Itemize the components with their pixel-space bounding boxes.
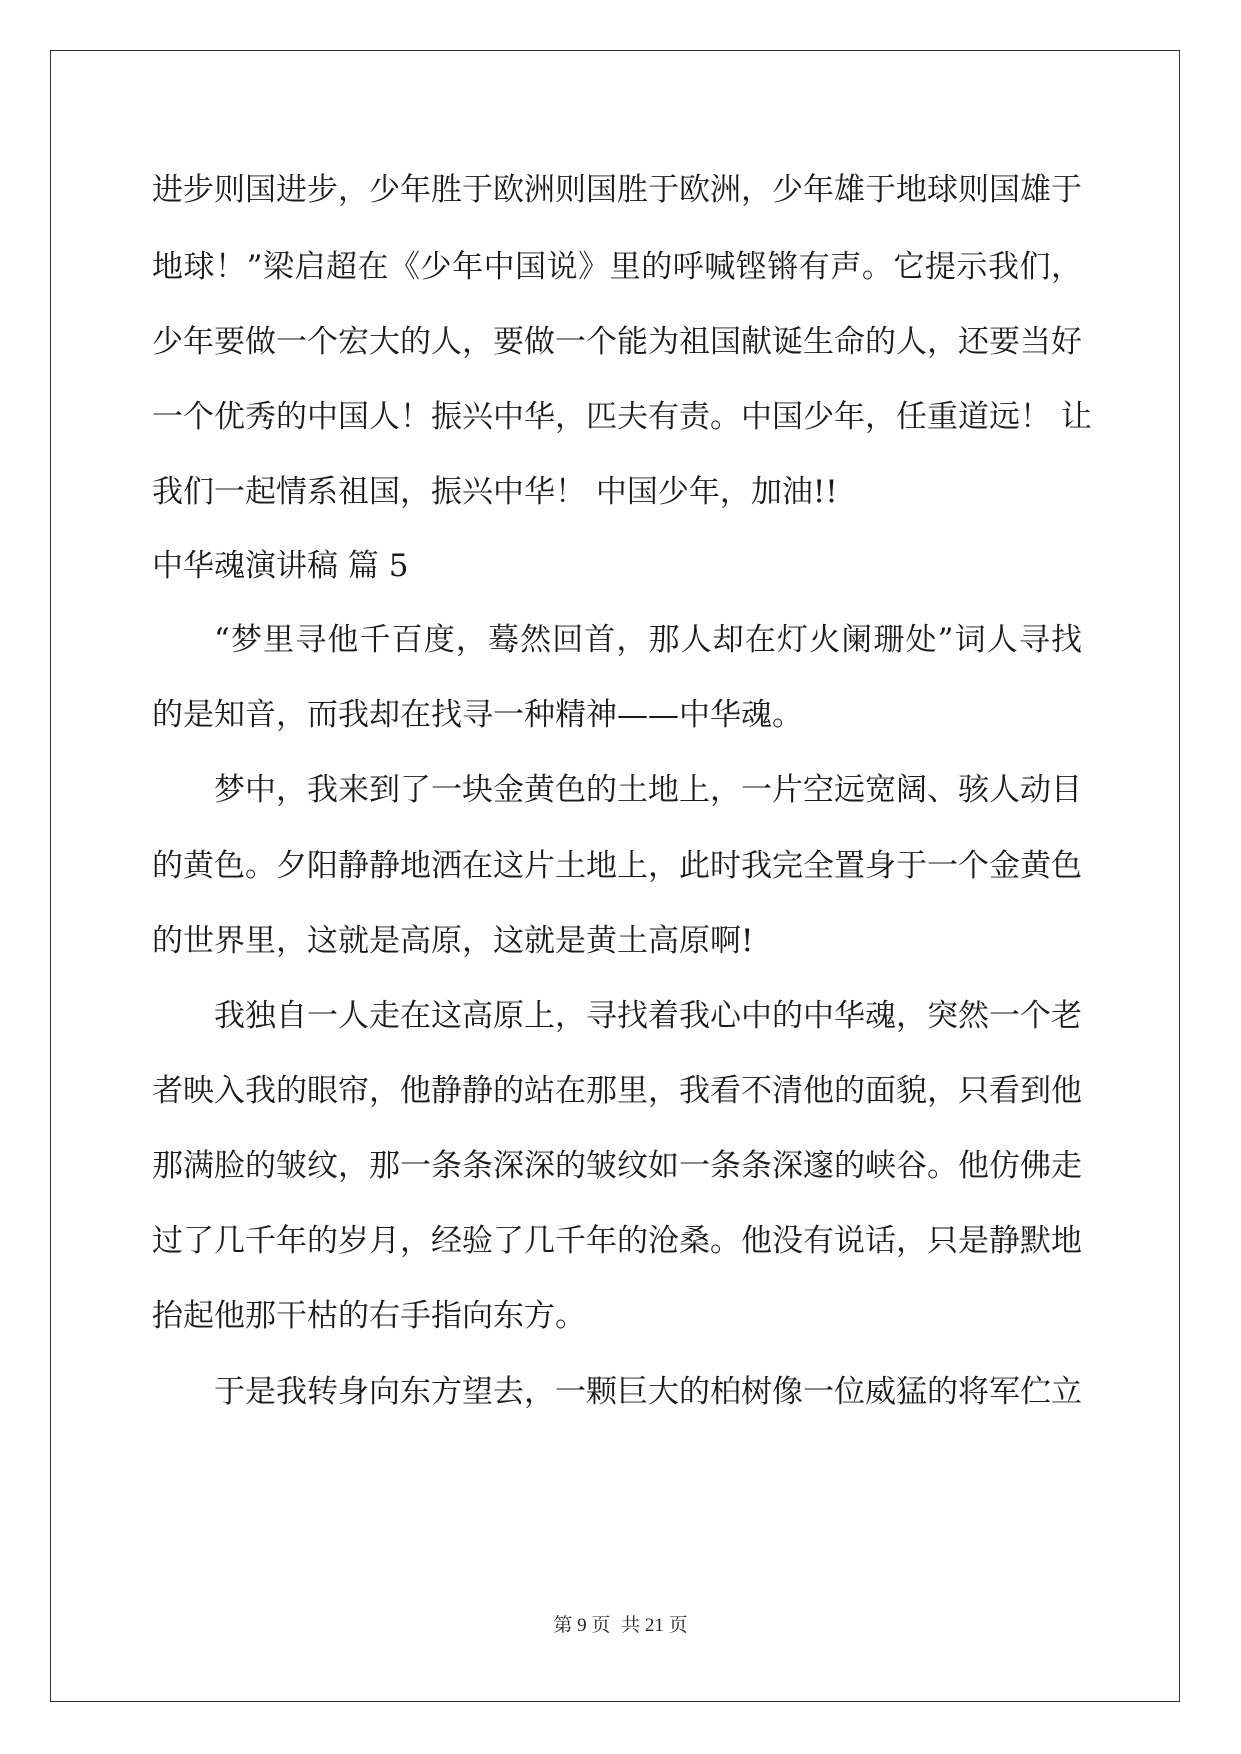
text-line: 者映入我的眼帘，他静静的站在那里，我看不清他的面貌，只看到他 bbox=[152, 1073, 1082, 1109]
text-line: 的是知音，而我却在找寻一种精神——中华魂。 bbox=[152, 697, 803, 733]
text-line: 少年要做一个宏大的人，要做一个能为祖国献诞生命的人，还要当好 bbox=[152, 324, 1082, 360]
page-number: 第 9 页 bbox=[553, 1615, 611, 1636]
text-line: 我独自一人走在这高原上，寻找着我心中的中华魂，突然一个老 bbox=[214, 998, 1082, 1034]
text-line: 的世界里，这就是高原，这就是黄土高原啊! bbox=[152, 923, 754, 959]
text-line: 进步则国进步，少年胜于欧洲则国胜于欧洲，少年雄于地球则国雄于 bbox=[152, 172, 1082, 208]
text-line: 于是我转身向东方望去，一颗巨大的柏树像一位威猛的将军伫立 bbox=[214, 1374, 1082, 1410]
text-line: 地球！”梁启超在《少年中国说》里的呼喊铿锵有声。它提示我们， bbox=[152, 249, 1082, 285]
text-line: 一个优秀的中国人！振兴中华，匹夫有责。中国少年，任重道远！ 让 bbox=[152, 399, 1092, 435]
page-total: 共 21 页 bbox=[621, 1615, 688, 1636]
text-line: 那满脸的皱纹，那一条条深深的皱纹如一条条深邃的峡谷。他仿佛走 bbox=[152, 1148, 1082, 1184]
text-line: 梦中，我来到了一块金黄色的土地上，一片空远宽阔、骇人动目 bbox=[214, 772, 1082, 808]
text-line: 抬起他那干枯的右手指向东方。 bbox=[152, 1298, 586, 1334]
page-footer bbox=[0, 1614, 1241, 1638]
section-heading: 中华魂演讲稿 篇 5 bbox=[152, 548, 409, 584]
text-line: 过了几千年的岁月，经验了几千年的沧桑。他没有说话，只是静默地 bbox=[152, 1223, 1082, 1259]
text-line: “梦里寻他千百度，蓦然回首，那人却在灯火阑珊处”词人寻找 bbox=[214, 622, 1082, 658]
text-line: 我们一起情系祖国，振兴中华！ 中国少年，加油!! bbox=[152, 474, 838, 510]
text-line: 的黄色。夕阳静静地洒在这片土地上，此时我完全置身于一个金黄色 bbox=[152, 848, 1082, 884]
